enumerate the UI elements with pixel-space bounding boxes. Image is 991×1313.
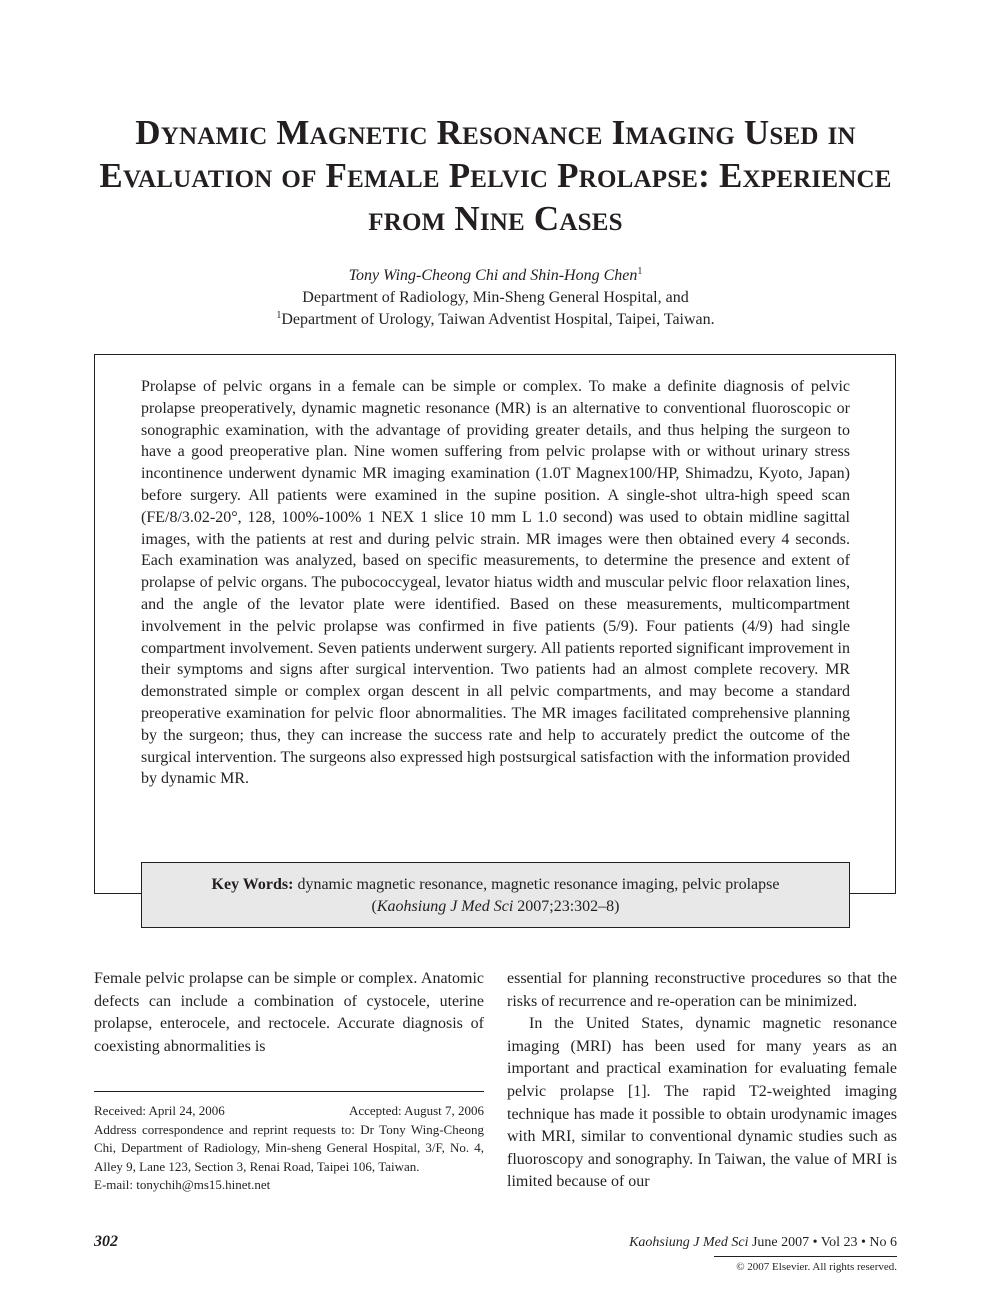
body-column-right bbox=[507, 968, 897, 1194]
article-title: Dynamic Magnetic Resonance Imaging Used in Evaluation of Female Pelvic Prolapse: Experience from Nine Cases bbox=[99, 113, 892, 238]
author-names: Tony Wing-Cheong Chi and Shin-Hong Chen$^1$ bbox=[348, 266, 643, 284]
body-paragraph: essential for planning reconstructive procedures so that the risks of recurrence and re-operation can be minimized. bbox=[507, 970, 897, 1010]
footer-divider bbox=[714, 1256, 897, 1257]
abstract: Prolapse of pelvic organs in a female can be simple or complex. To make a definite diagnosis of pelvic prolapse preoperatively, dynamic magnetic resonance (MR) is an alternative to conventional fluoroscopic or sonographic examination, with the advantage of providing greater details, and thus helping the surgeon to have a good preoperative plan. Nine women suffering from pelvic prolapse with or without urinary stress incontinence underwent dynamic MR imaging examination (1.0T Magnex100/HP, Shimadzu, Kyoto, Japan) before surgery. All patients were examined in the supine position. A single-shot ultra-high speed scan (FE/8/3.02-20°, 128, 100%-100% 1 NEX 1 slice 10 mm L 1.0 second) was used to obtain midline sagittal images, with the patients at rest and during pelvic strain. MR images were then obtained every 4 seconds. Each examination was analyzed, based on specific measurements, to determine the presence and extent of prolapse of pelvic organs. The pubococcygeal, levator hiatus width and muscular pelvic floor relaxation lines, and the angle of the levator plate were identified. Based on these measurements, multicompartment involvement in the pelvic prolapse was confirmed in five patients (5/9). Four patients (4/9) had single compartment involvement. Seven patients underwent surgery. All patients reported significant improvement in their symptoms and signs after surgical intervention. Two patients had an almost complete recovery. MR demonstrated simple or complex organ descent in all pelvic compartments, and may become a standard preoperative examination for pelvic floor abnormalities. The MR images facilitated comprehensive planning by the surgeon; thus, they can increase the success rate and help to accurately predict the outcome of the surgical intervention. The surgeons also expressed high postsurgical satisfaction with the information provided by dynamic MR. bbox=[141, 378, 850, 788]
footnote-divider bbox=[94, 1091, 484, 1092]
body-paragraph: Female pelvic prolapse can be simple or complex. Anatomic defects can include a combination of cystocele, uterine prolapse, enterocele, and rectocele. Accurate diagnosis of coexisting abnormalities is bbox=[94, 970, 484, 1055]
citation: (Kaohsiung J Med Sci 2007;23:302–8) bbox=[371, 898, 620, 915]
author-block bbox=[90, 265, 901, 331]
page-number: 302 bbox=[94, 1233, 118, 1250]
body-column-left bbox=[94, 968, 484, 1058]
affiliation-1: Department of Radiology, Min-Sheng General Hospital, and bbox=[302, 289, 689, 306]
body-paragraph: In the United States, dynamic magnetic resonance imaging (MRI) has been used for many years as an important and practical examination for evaluating female pelvic prolapse [1]. The rapid T2-weighted imaging technique has made it possible to obtain urodynamic images with MRI, similar to conventional dynamic studies such as fluoroscopy and sonography. In Taiwan, the value of MRI is limited because of our bbox=[507, 1015, 897, 1191]
correspondence-email: E-mail: tonychih@ms15.hinet.net bbox=[94, 1177, 271, 1192]
correspondence-address: Address correspondence and reprint requests to: Dr Tony Wing-Cheong Chi, Department of Radiology, Min-sheng General Hospital, 3/F, No. 4, Alley 9, Lane 123, Section 3, Renai Road, Taipei 106, Taiwan. bbox=[94, 1121, 484, 1174]
accepted-date: Accepted: August 7, 2006 bbox=[348, 1103, 484, 1118]
received-date: Received: April 24, 2006 bbox=[94, 1103, 225, 1118]
footnote-dates bbox=[94, 1102, 484, 1121]
keywords-line bbox=[142, 874, 849, 896]
running-footer: Kaohsiung J Med Sci June 2007 • Vol 23 • No 6 bbox=[629, 1235, 897, 1250]
footnotes bbox=[94, 1102, 484, 1195]
keywords-box bbox=[141, 862, 850, 928]
keywords-text: dynamic magnetic resonance, magnetic resonance imaging, pelvic prolapse bbox=[297, 876, 780, 893]
keywords-label: Key Words: bbox=[211, 876, 294, 893]
copyright: © 2007 Elsevier. All rights reserved. bbox=[736, 1261, 897, 1273]
affiliation-2: $^1$Department of Urology, Taiwan Adventist Hospital, Taipei, Taiwan. bbox=[276, 310, 715, 328]
